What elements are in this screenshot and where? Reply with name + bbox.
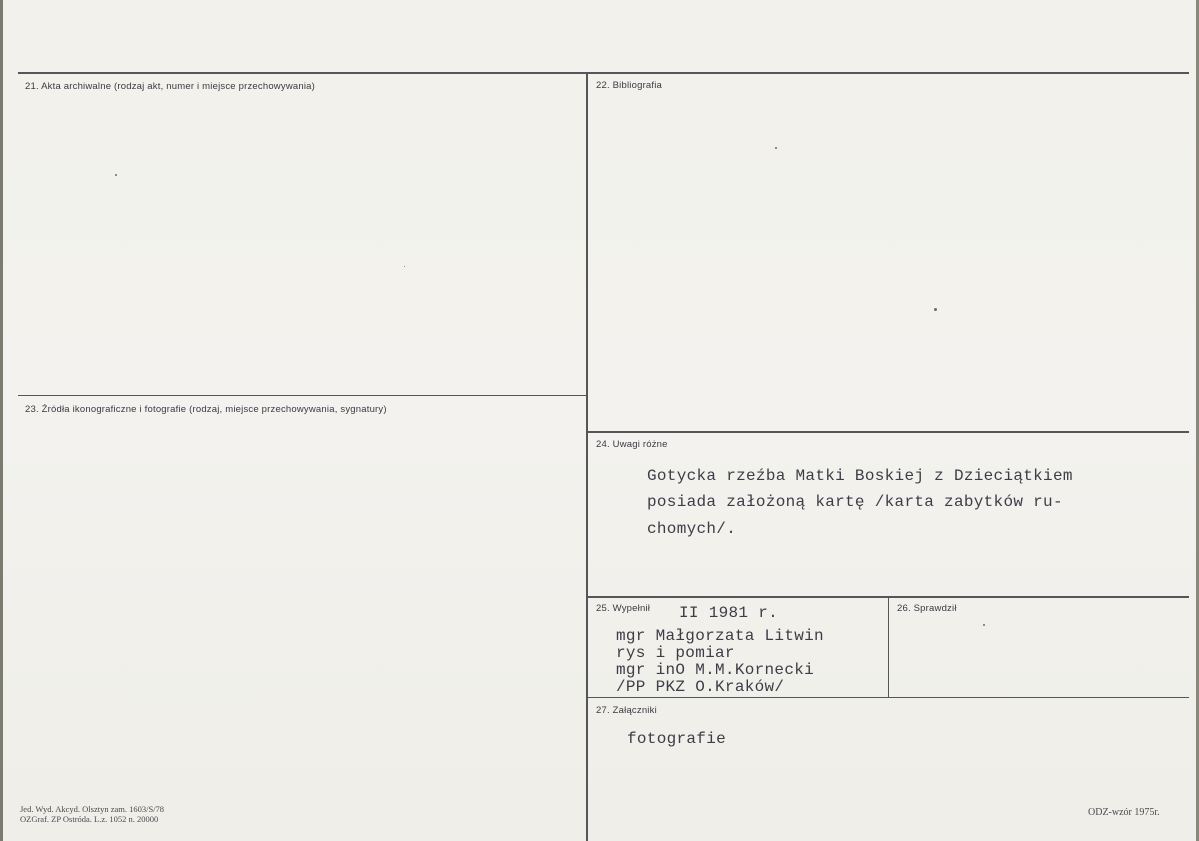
filled-by-line-2: rys i pomiar <box>616 644 735 662</box>
divider-25-26 <box>888 597 889 697</box>
imprint-line-1: Jed. Wyd. Akcyd. Olsztyn zam. 1603/S/78 <box>20 804 165 814</box>
center-divider <box>586 73 588 841</box>
field-23-label: 23. Źródła ikonograficzne i fotografie (rodzaj, miejsce przechowywania, sygnatury) <box>25 404 387 415</box>
rule-22-24 <box>588 431 1189 433</box>
paper-speck <box>775 147 777 149</box>
field-26-label: 26. Sprawdził <box>897 603 957 614</box>
filled-date: II 1981 r. <box>679 604 779 622</box>
remarks-line-1: Gotycka rzeźba Matki Boskiej z Dzieciątkiem <box>647 467 1073 485</box>
remarks-line-2: posiada założoną kartę /karta zabytków ru- <box>647 493 1063 511</box>
paper-speck <box>404 266 405 267</box>
printer-imprint <box>20 804 164 824</box>
field-25-label: 25. Wypełnił <box>596 603 651 614</box>
top-rule <box>18 72 1189 74</box>
paper-speck <box>983 624 985 626</box>
remarks-line-3: chomych/. <box>647 520 737 538</box>
rule-21-23 <box>18 395 586 396</box>
card-edge-left <box>0 0 3 841</box>
attachments-text: fotografie <box>627 730 727 748</box>
field-21-label: 21. Akta archiwalne (rodzaj akt, numer i miejsce przechowywania) <box>25 81 316 92</box>
field-27-label: 27. Załączniki <box>596 705 657 716</box>
field-24-label: 24. Uwagi różne <box>596 439 668 450</box>
filled-by-line-3: mgr inO M.M.Kornecki <box>616 661 815 679</box>
form-code: ODZ-wzór 1975r. <box>1088 807 1160 818</box>
filled-by-line-1: mgr Małgorzata Litwin <box>616 627 824 645</box>
paper-speck <box>115 174 117 176</box>
imprint-line-2: OZGraf. ZP Ostróda. L.z. 1052 n. 20000 <box>20 814 159 824</box>
rule-25-27 <box>588 697 1189 698</box>
paper-speck <box>934 308 937 311</box>
filled-by-line-4: /PP PKZ O.Kraków/ <box>616 678 785 696</box>
field-22-label: 22. Bibliografia <box>596 80 663 91</box>
